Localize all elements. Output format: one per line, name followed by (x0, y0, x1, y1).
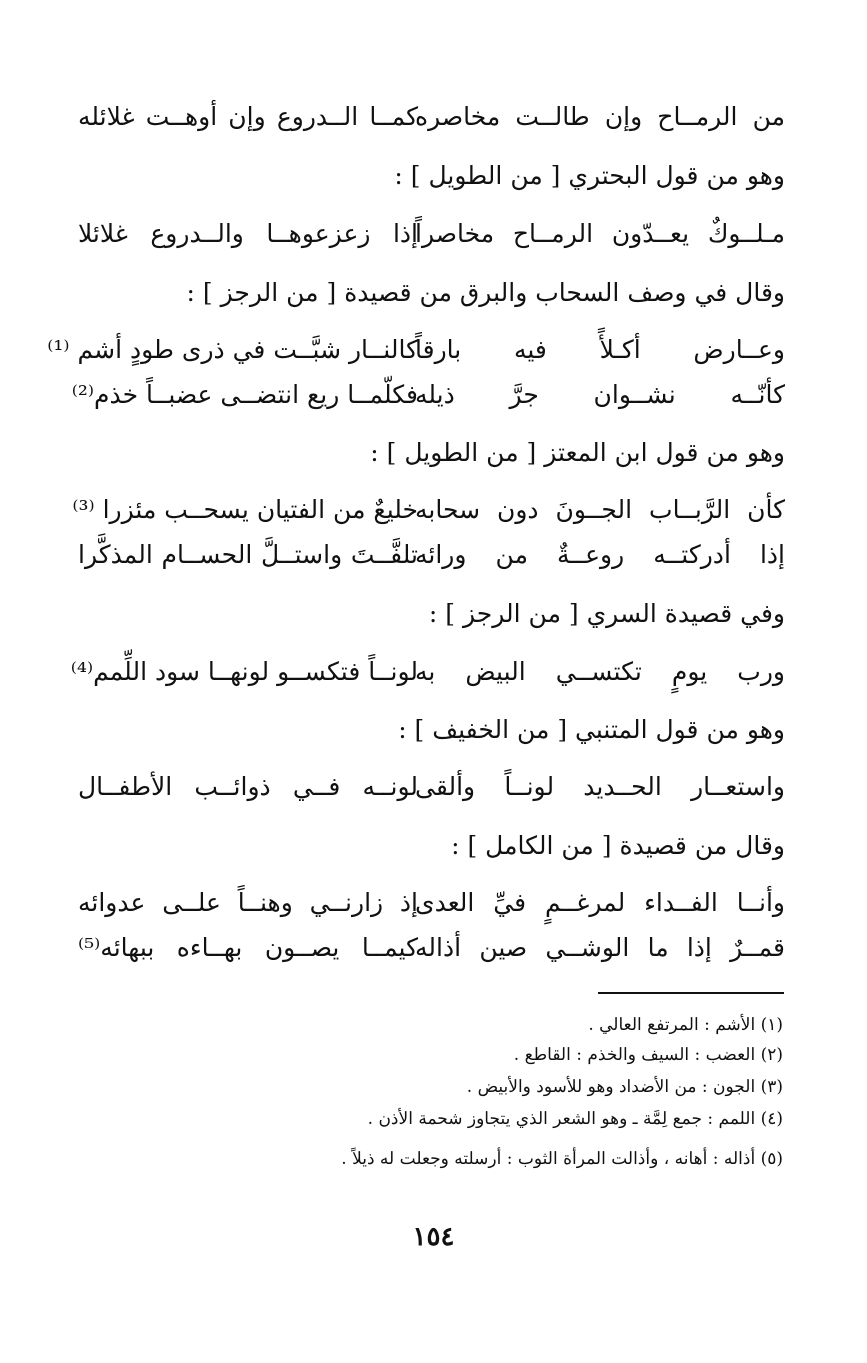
verse-7-second-hemistich: لونــاً فتكســو لونهــا سود اللِّمم⁽⁴⁾ (70, 657, 418, 686)
footnote-2: (٢) العضب : السيف والخذم : القاطع . (513, 1045, 783, 1065)
verse-8-second-hemistich: لونــه فــي ذوائــب الأطفــال (78, 772, 418, 801)
footnote-5: (٥) أذاله : أهانه ، وأذالت المرأة الثوب : أرسلته وجعلت له ذيلاً . (341, 1149, 783, 1169)
footnote-3: (٣) الجون : من الأضداد وهو للأسود والأبيض . (466, 1077, 783, 1097)
verse-9-first-hemistich: وأنــا الفــداء لمرغــمٍ فيِّ العدى (415, 888, 785, 917)
verse-7-first-hemistich: ورب يومٍ تكتســي البيض به (415, 657, 785, 686)
verse-9-second-hemistich: إذ زارنــي وهنــاً علــى عدوائه (78, 888, 418, 917)
verse-6-first-hemistich: إذا أدركتــه روعــةٌ من ورائه (415, 540, 785, 569)
verse-3-second-hemistich: كالنــار شبَّــت في ذرى طودٍ أشم ⁽¹⁾ (47, 335, 418, 364)
verse-1-second-hemistich: كمــا الــدروع وإن أوهــت غلائله (78, 102, 418, 131)
page-number: ١٥٤ (412, 1222, 455, 1252)
verse-6-second-hemistich: تلفَّــتَ واستــلَّ الحســام المذكَّرا (78, 540, 418, 569)
verse-4-first-hemistich: كأنّــه نشــوان جرَّ ذيله (415, 380, 785, 409)
verse-3-first-hemistich: وعــارض أكـلأً فيه بارقاً (415, 335, 785, 364)
footnote-separator (598, 992, 784, 994)
footnote-1: (١) الأشم : المرتفع العالي . (588, 1015, 783, 1035)
footnote-4: (٤) اللمم : جمع لِمَّة ـ وهو الشعر الذي يتجاوز شحمة الأذن . (367, 1109, 783, 1129)
intro-sari: وفي قصيدة السري [ من الرجز ] : (428, 599, 785, 628)
verse-4-second-hemistich: فكلّمــا ريع انتضــى عضبــاً خذم⁽²⁾ (71, 380, 418, 409)
intro-kamil: وقال من قصيدة [ من الكامل ] : (451, 831, 785, 860)
verse-2-first-hemistich: مـلــوكٌ يعــدّون الرمــاح مخاصراً (415, 219, 785, 248)
verse-5-second-hemistich: خليعٌ من الفتيان يسحــب مئزرا ⁽³⁾ (72, 495, 418, 524)
verse-8-first-hemistich: واستعــار الحــديد لونــاً وألقى (415, 772, 785, 801)
intro-ibn-almutazz: وهو من قول ابن المعتز [ من الطويل ] : (370, 438, 785, 467)
verse-2-second-hemistich: إذا زعزعوهــا والــدروع غلائلا (78, 219, 418, 248)
verse-5-first-hemistich: كأن الرَّبــاب الجــونَ دون سحابه (415, 495, 785, 524)
intro-clouds-lightning: وقال في وصف السحاب والبرق من قصيدة [ من الرجز ] : (186, 278, 785, 307)
verse-10-second-hemistich: كيمــا يصــون بهــاءه ببهائه⁽⁵⁾ (78, 933, 418, 962)
verse-10-first-hemistich: قمــرٌ إذا ما الوشــي صين أذاله (415, 933, 785, 962)
intro-mutanabbi: وهو من قول المتنبي [ من الخفيف ] : (398, 715, 785, 744)
intro-buhturi: وهو من قول البحتري [ من الطويل ] : (394, 161, 785, 190)
verse-1-first-hemistich: من الرمــاح وإن طالــت مخاصره (415, 102, 785, 131)
